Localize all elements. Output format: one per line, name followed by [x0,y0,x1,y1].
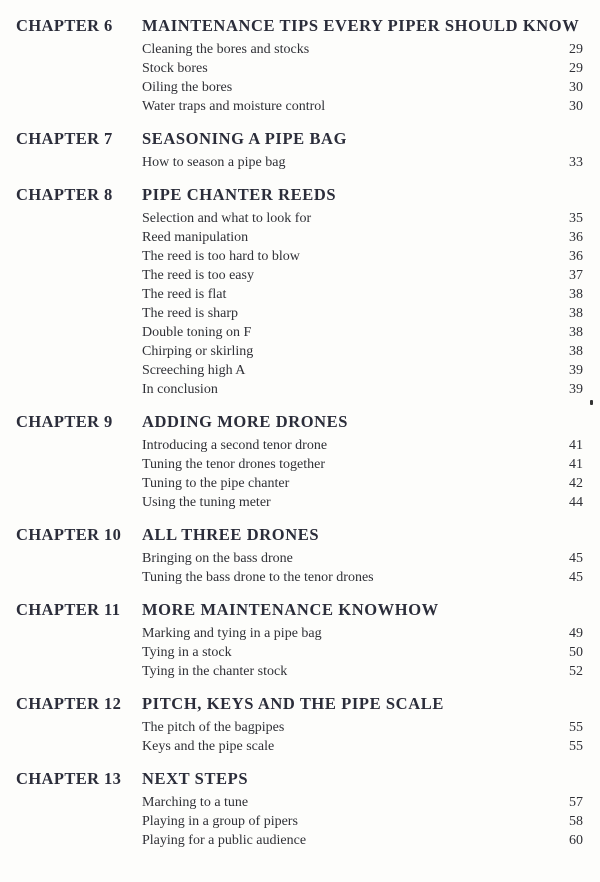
chapter-section [0,127,600,174]
toc-entry [0,211,600,230]
entry-page-number: 55 [569,720,583,735]
toc-entry [0,344,600,363]
chapter-section [0,692,600,758]
toc-entry [0,325,600,344]
entry-title: The reed is sharp [142,306,239,321]
chapter-label: CHAPTER 12 [16,694,122,713]
chapter-label: CHAPTER 8 [16,185,113,204]
entry-title: The reed is flat [142,287,227,302]
entry-title: Water traps and moisture control [142,99,326,114]
toc-entry [0,80,600,99]
chapter-heading [0,598,600,626]
entry-title: Chirping or skirling [142,344,254,359]
entry-page-number: 60 [569,833,583,848]
chapter-section [0,183,600,401]
chapter-title: NEXT STEPS [142,769,249,788]
entry-page-number: 36 [569,249,583,264]
toc-entry [0,495,600,514]
entry-page-number: 35 [569,211,583,226]
toc-entry [0,720,600,739]
chapter-label: CHAPTER 11 [16,600,121,619]
entry-title: Tuning the bass drone to the tenor drones [142,570,374,585]
entry-page-number: 29 [569,61,583,76]
entry-title: Cleaning the bores and stocks [142,42,310,57]
entry-page-number: 57 [569,795,583,810]
entry-title: Selection and what to look for [142,211,312,226]
toc-entry [0,230,600,249]
toc-entry [0,99,600,118]
toc-entry [0,306,600,325]
entry-title: In conclusion [142,382,218,397]
entry-title: Tuning to the pipe chanter [142,476,290,491]
print-speck [590,400,593,405]
entry-page-number: 39 [569,382,583,397]
chapter-section [0,767,600,852]
chapter-label: CHAPTER 13 [16,769,122,788]
entry-page-number: 30 [569,99,583,114]
toc-entry [0,814,600,833]
entry-page-number: 45 [569,551,583,566]
entry-title: Double toning on F [142,325,252,340]
entry-title: How to season a pipe bag [142,155,286,170]
entry-page-number: 52 [569,664,583,679]
entry-title: Introducing a second tenor drone [142,438,328,453]
entry-page-number: 45 [569,570,583,585]
toc-entry [0,382,600,401]
entry-page-number: 37 [569,268,583,283]
toc-entry [0,363,600,382]
entry-title: Playing for a public audience [142,833,307,848]
entry-title: The pitch of the bagpipes [142,720,285,735]
entry-page-number: 38 [569,306,583,321]
entry-page-number: 58 [569,814,583,829]
entry-page-number: 33 [569,155,583,170]
entry-page-number: 42 [569,476,583,491]
toc-entry [0,645,600,664]
entry-title: The reed is too easy [142,268,254,283]
entry-title: Tying in the chanter stock [142,664,288,679]
chapter-label: CHAPTER 7 [16,129,113,148]
toc-entry [0,155,600,174]
entry-page-number: 38 [569,287,583,302]
entry-title: Keys and the pipe scale [142,739,275,754]
chapter-title: ADDING MORE DRONES [142,412,349,431]
entry-page-number: 50 [569,645,583,660]
toc-entry [0,795,600,814]
chapter-heading [0,767,600,795]
entry-title: Marking and tying in a pipe bag [142,626,322,641]
chapter-label: CHAPTER 9 [16,412,113,431]
entry-page-number: 55 [569,739,583,754]
chapter-title: PIPE CHANTER REEDS [142,185,337,204]
toc-entry [0,457,600,476]
table-of-contents [0,14,600,861]
entry-page-number: 44 [569,495,583,510]
toc-entry [0,438,600,457]
entry-title: Using the tuning meter [142,495,271,510]
entry-title: Playing in a group of pipers [142,814,298,829]
toc-entry [0,249,600,268]
entry-page-number: 41 [569,438,583,453]
entry-title: Reed manipulation [142,230,249,245]
entry-page-number: 36 [569,230,583,245]
chapter-label: CHAPTER 6 [16,16,113,35]
chapter-section [0,410,600,514]
chapter-title: ALL THREE DRONES [142,525,320,544]
entry-page-number: 30 [569,80,583,95]
chapter-section [0,14,600,118]
entry-page-number: 41 [569,457,583,472]
toc-entry [0,287,600,306]
entry-title: Stock bores [142,61,208,76]
chapter-label: CHAPTER 10 [16,525,122,544]
entry-page-number: 38 [569,344,583,359]
chapter-heading [0,127,600,155]
toc-entry [0,268,600,287]
toc-entry [0,833,600,852]
entry-title: Bringing on the bass drone [142,551,293,566]
entry-title: Oiling the bores [142,80,233,95]
toc-entry [0,476,600,495]
entry-title: The reed is too hard to blow [142,249,300,264]
entry-title: Tuning the tenor drones together [142,457,326,472]
toc-entry [0,61,600,80]
entry-title: Marching to a tune [142,795,249,810]
chapter-heading [0,692,600,720]
toc-entry [0,551,600,570]
chapter-title: SEASONING A PIPE BAG [142,129,348,148]
chapter-section [0,523,600,589]
chapter-section [0,598,600,683]
toc-entry [0,626,600,645]
chapter-title: PITCH, KEYS AND THE PIPE SCALE [142,694,444,713]
entry-page-number: 39 [569,363,583,378]
entry-page-number: 38 [569,325,583,340]
entry-title: Screeching high A [142,363,246,378]
chapter-heading [0,14,600,42]
chapter-title: MORE MAINTENANCE KNOWHOW [142,600,439,619]
entry-title: Tying in a stock [142,645,232,660]
toc-entry [0,664,600,683]
chapter-heading [0,410,600,438]
chapter-heading [0,183,600,211]
toc-entry [0,42,600,61]
toc-entry [0,739,600,758]
entry-page-number: 29 [569,42,583,57]
chapter-heading [0,523,600,551]
chapter-title: MAINTENANCE TIPS EVERY PIPER SHOULD KNOW [142,16,580,35]
entry-page-number: 49 [569,626,583,641]
toc-entry [0,570,600,589]
